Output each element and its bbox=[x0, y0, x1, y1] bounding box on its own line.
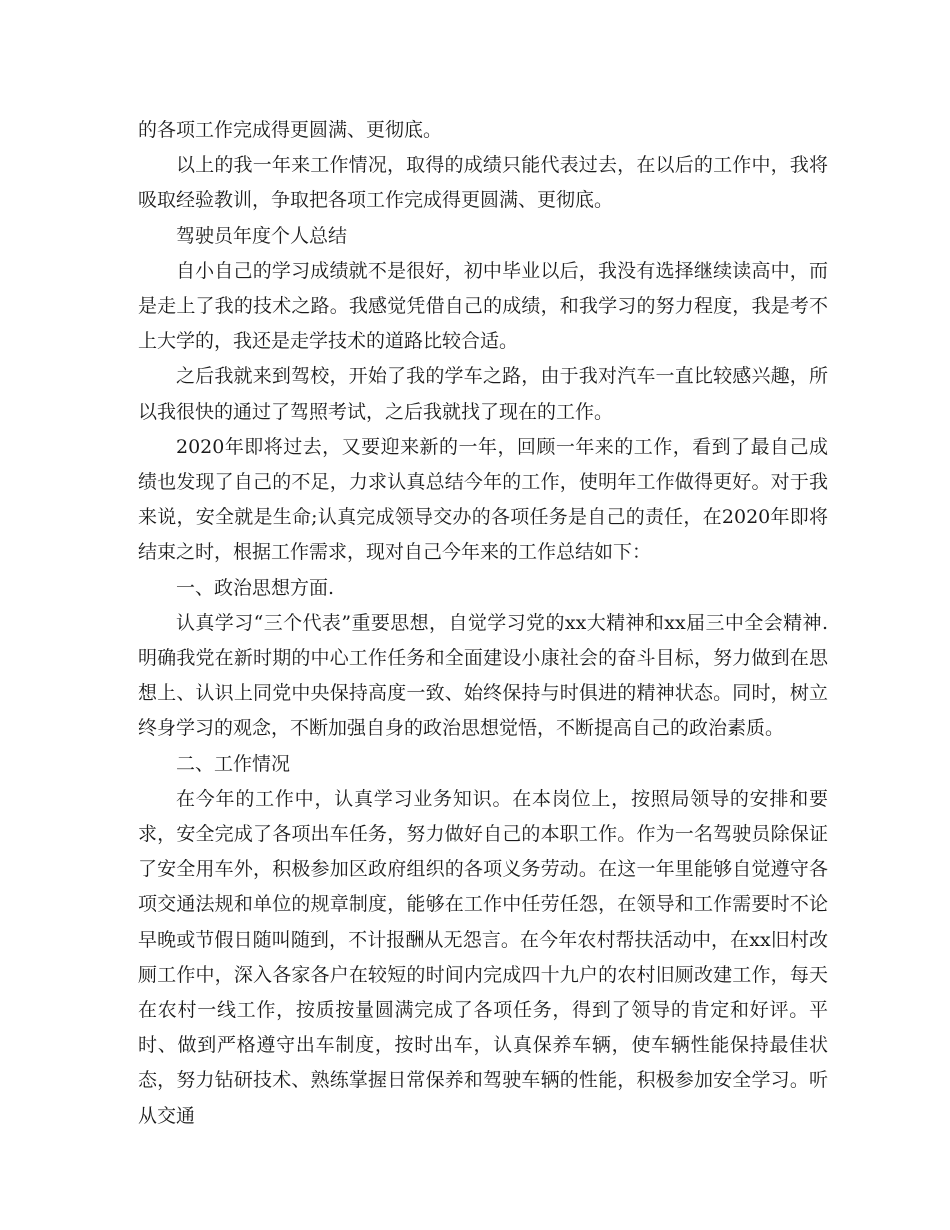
paragraph-continuation: 的各项工作完成得更圆满、更彻底。 bbox=[138, 119, 443, 141]
paragraph-work-details: 在今年的工作中，认真学习业务知识。在本岗位上，按照局领导的安排和要求，安全完成了各项出车任务，努力做好自己的本职工作。作为一名驾驶员除保证了安全用车外，积极参加区政府组织的各项义务劳动。在这一年里能够自觉遵守各项交通法规和单位的规章制度，能够在工作中任劳任怨，在领导和工作需要时不论早晚或节假日随叫随到，不计报酬从无怨言。在今年农村帮扶活动中，在xx旧村改厕工作中，深入各家各户在较短的时间内完成四十九户的农村旧厕改建工作，每天在农村一线工作，按质按量圆满完成了各项任务，得到了领导的肯定和好评。平时、做到严格遵守出车制度，按时出车，认真保养车辆，使车辆性能保持最佳状态，努力钻研技术、熟练掌握日常保养和驾驶车辆的性能，积极参加安全学习。听从交通 bbox=[138, 787, 828, 1127]
heading-work-situation: 二、工作情况 bbox=[176, 752, 291, 775]
section-title: 驾驶员年度个人总结 bbox=[176, 224, 348, 247]
paragraph-political-study: 认真学习“三个代表”重要思想，自觉学习党的xx大精神和xx届三中全会精神.明确我党在新时期的中心工作任务和全面建设小康社会的奋斗目标，努力做到在思想上、认识上同党中央保持高度一致、始终保持与时俱进的精神状态。同时，树立终身学习的观念，不断加强自身的政治思想觉悟，不断提高自己的政治素质。 bbox=[138, 611, 828, 740]
paragraph-conclusion: 以上的我一年来工作情况，取得的成绩只能代表过去，在以后的工作中，我将吸取经验教训，争取把各项工作完成得更圆满、更彻底。 bbox=[138, 154, 828, 212]
paragraph-background: 自小自己的学习成绩就不是很好，初中毕业以后，我没有选择继续读高中，而是走上了我的技术之路。我感觉凭借自己的成绩，和我学习的努力程度，我是考不上大学的，我还是走学技术的道路比较合适。 bbox=[138, 259, 828, 353]
heading-political-thought: 一、政治思想方面. bbox=[176, 576, 335, 599]
paragraph-year-review: 2020年即将过去，又要迎来新的一年，回顾一年来的工作，看到了最自己成绩也发现了自己的不足，力求认真总结今年的工作，使明年工作做得更好。对于我来说，安全就是生命;认真完成领导交办的各项任务是自己的责任，在2020年即将结束之时，根据工作需求，现对自己今年来的工作总结如下： bbox=[138, 435, 828, 564]
paragraph-driving-school: 之后我就来到驾校，开始了我的学车之路，由于我对汽车一直比较感兴趣，所以我很快的通过了驾照考试，之后我就找了现在的工作。 bbox=[138, 365, 828, 423]
document-body bbox=[138, 113, 828, 1134]
